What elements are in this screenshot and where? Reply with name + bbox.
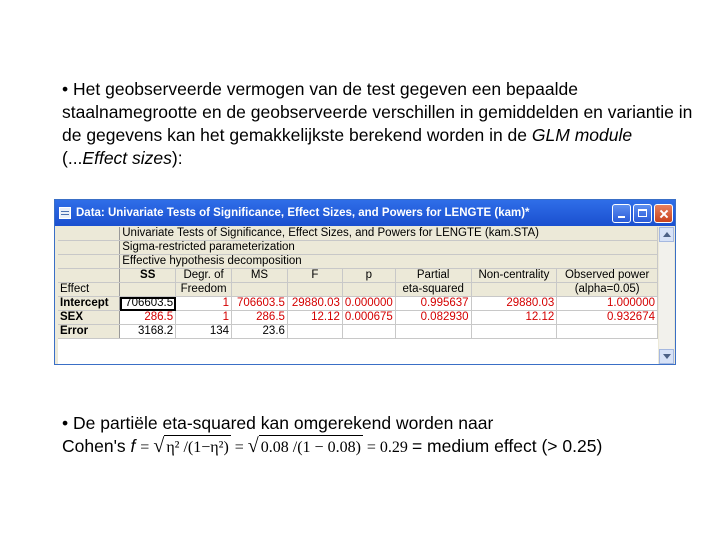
cell[interactable]: 29880.03	[287, 297, 342, 311]
effect-sizes-text: Effect sizes	[82, 148, 172, 168]
cell[interactable]: 706603.5	[120, 297, 176, 311]
col-header-power-2[interactable]: (alpha=0.05)	[557, 283, 658, 297]
cell[interactable]: 12.12	[287, 311, 342, 325]
cell[interactable]	[287, 325, 342, 339]
cohens-f-formula	[140, 435, 412, 457]
equals-sign: =	[234, 439, 244, 456]
intro-paragraph	[62, 78, 712, 170]
corner-cell	[58, 227, 120, 241]
equals-sign: =	[140, 439, 150, 456]
cell[interactable]: 1.000000	[557, 297, 658, 311]
spreadsheet-icon[interactable]	[59, 207, 71, 219]
sqrt-symbol: √	[247, 435, 259, 457]
cell[interactable]	[471, 325, 557, 339]
col-header-noncentrality-2[interactable]	[471, 283, 557, 297]
corner-cell	[58, 269, 120, 283]
corner-label: Effect	[58, 283, 120, 297]
cell[interactable]: 3168.2	[120, 325, 176, 339]
scroll-down-arrow-icon[interactable]	[659, 349, 674, 364]
corner-cell	[58, 255, 120, 269]
cell[interactable]: 286.5	[232, 311, 288, 325]
row-header-intercept[interactable]: Intercept	[58, 297, 120, 311]
col-header-p[interactable]: p	[342, 269, 395, 283]
col-header-ss[interactable]: SS	[120, 269, 176, 283]
cell[interactable]: 0.082930	[395, 311, 471, 325]
cell[interactable]: 23.6	[232, 325, 288, 339]
cell[interactable]	[395, 325, 471, 339]
cell[interactable]: 286.5	[120, 311, 176, 325]
close-button[interactable]	[654, 204, 673, 223]
scroll-up-arrow-icon[interactable]	[659, 227, 674, 242]
row-header-error[interactable]: Error	[58, 325, 120, 339]
col-header-ms[interactable]: MS	[232, 269, 288, 283]
col-header-ms-2[interactable]	[232, 283, 288, 297]
title-bar[interactable]	[55, 200, 675, 226]
close-paren: ):	[171, 148, 183, 168]
cell[interactable]	[557, 325, 658, 339]
minimize-button[interactable]	[612, 204, 631, 223]
vertical-scrollbar[interactable]	[659, 227, 674, 364]
cohens-label: Cohen's	[62, 436, 126, 456]
col-header-eta[interactable]: Partial	[395, 269, 471, 283]
bullet: •	[62, 79, 69, 99]
col-header-df[interactable]: Degr. of	[176, 269, 232, 283]
statistica-window[interactable]	[54, 199, 676, 365]
cell[interactable]: 0.995637	[395, 297, 471, 311]
col-header-power[interactable]: Observed power	[557, 269, 658, 283]
bullet: •	[62, 413, 69, 433]
col-header-eta-2[interactable]: eta-squared	[395, 283, 471, 297]
col-header-f[interactable]: F	[287, 269, 342, 283]
sqrt-symbol: √	[153, 435, 165, 457]
col-header-noncentrality[interactable]: Non-centrality	[471, 269, 557, 283]
cohens-f: f	[130, 436, 136, 456]
effect-interpretation: = medium effect (> 0.25)	[411, 436, 603, 456]
cell[interactable]: 12.12	[471, 311, 557, 325]
corner-cell	[58, 241, 120, 255]
row-header-sex[interactable]: SEX	[58, 311, 120, 325]
col-header-f-2[interactable]	[287, 283, 342, 297]
cell[interactable]: 706603.5	[232, 297, 288, 311]
intro-text: Het geobserveerde vermogen van de test gegeven een bepaalde staalnamegrootte en de geobserveerde verschillen in gemiddelden en variantie in de gegevens kan het gemakkelijkste berekend worden in de	[62, 79, 693, 145]
info-line-2: Sigma-restricted parameterization	[120, 241, 658, 255]
cell[interactable]: 29880.03	[471, 297, 557, 311]
table-row	[58, 311, 658, 325]
info-line-1: Univariate Tests of Significance, Effect Sizes, and Powers for LENGTE (kam.STA)	[120, 227, 658, 241]
formula-expression: η² /(1−η²)	[164, 435, 230, 459]
open-paren: (...	[62, 148, 83, 168]
cell[interactable]: 1	[176, 311, 232, 325]
col-header-df-2[interactable]: Freedom	[176, 283, 232, 297]
formula-values: 0.08 /(1 − 0.08)	[259, 435, 363, 459]
results-table	[58, 227, 658, 339]
cell[interactable]: 0.000675	[342, 311, 395, 325]
cell[interactable]: 0.000000	[342, 297, 395, 311]
table-row	[58, 325, 658, 339]
cell[interactable]: 134	[176, 325, 232, 339]
formula-result: = 0.29	[366, 439, 408, 456]
cohen-paragraph	[62, 412, 712, 459]
info-line-3: Effective hypothesis decomposition	[120, 255, 658, 269]
cell[interactable]	[342, 325, 395, 339]
eta-conversion-text: De partiële eta-squared kan omgerekend worden naar	[73, 413, 494, 433]
cell[interactable]: 0.932674	[557, 311, 658, 325]
window-title: Data: Univariate Tests of Significance, Effect Sizes, and Powers for LENGTE (kam)*	[76, 207, 530, 219]
maximize-button[interactable]	[633, 204, 652, 223]
col-header-p-2[interactable]	[342, 283, 395, 297]
glm-module-text: GLM module	[531, 125, 633, 145]
results-spreadsheet[interactable]	[58, 227, 658, 364]
cell[interactable]: 1	[176, 297, 232, 311]
col-header-ss-2[interactable]	[120, 283, 176, 297]
table-row	[58, 297, 658, 311]
